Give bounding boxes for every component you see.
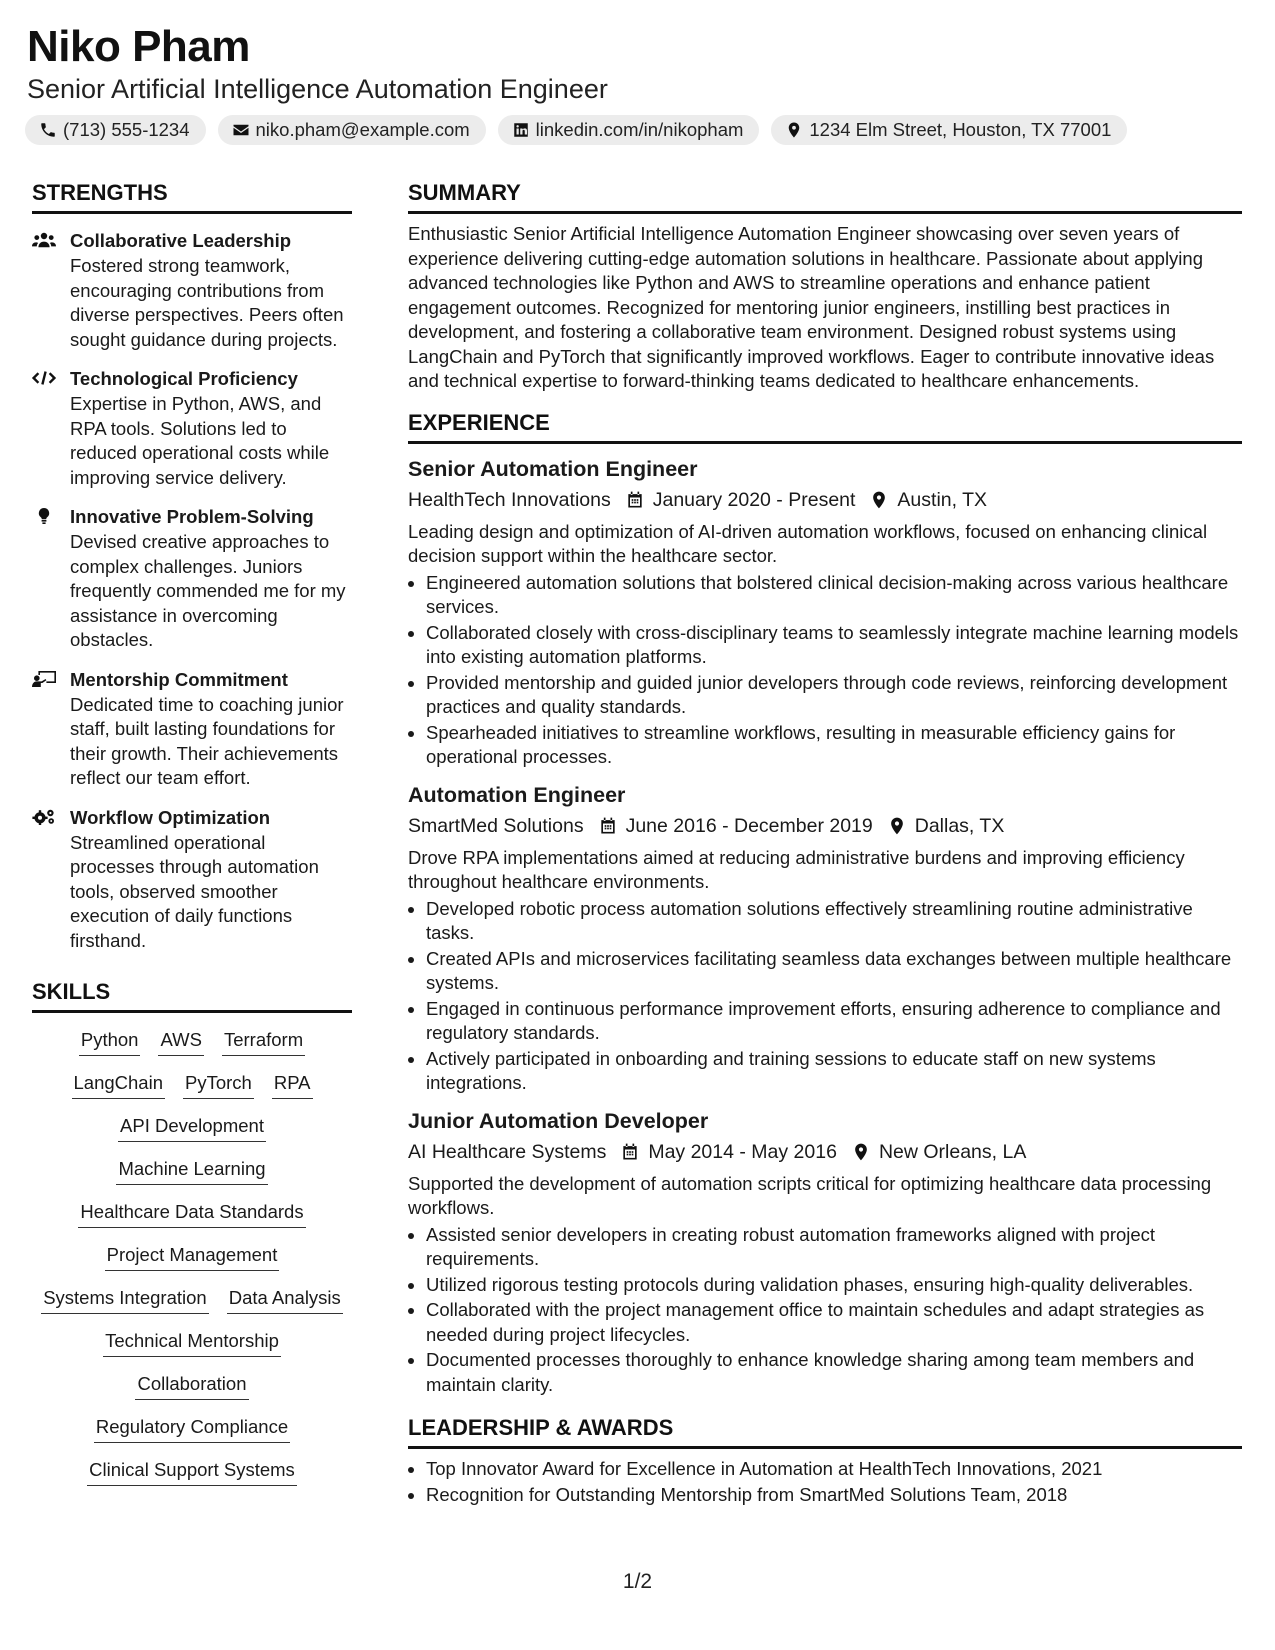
- job-bullet: • Developed robotic process automation solutions effectively streamlining routine administrative tasks.: [426, 897, 1242, 946]
- job-bullets: [408, 571, 1242, 770]
- page-number: 1/2: [622, 1570, 653, 1593]
- job-title: Junior Automation Developer: [408, 1108, 709, 1133]
- award-item: • Recognition for Outstanding Mentorship from SmartMed Solutions Team, 2018: [426, 1483, 1242, 1508]
- lightbulb-icon: [32, 507, 56, 525]
- job-bullets: [408, 897, 1242, 1096]
- map-pin-icon: [869, 490, 889, 510]
- job-description: Supported the development of automation scripts critical for optimizing healthcare data processing workflows.: [408, 1172, 1212, 1218]
- map-pin-icon: [851, 1142, 871, 1162]
- job-bullet: • Engaged in continuous performance improvement efforts, ensuring adherence to compliance and regulatory standards.: [426, 997, 1242, 1046]
- contact-phone: [25, 115, 206, 145]
- skill-row: [32, 1199, 352, 1228]
- job-description: Drove RPA implementations aimed at reducing administrative burdens and improving efficiency throughout healthcare environments.: [408, 846, 1185, 892]
- contact-phone-text: (713) 555-1234: [63, 119, 190, 140]
- job-bullet: • Utilized rigorous testing protocols during validation phases, ensuring high-quality deliverables.: [426, 1273, 1242, 1298]
- skill-tag: RPA: [272, 1070, 313, 1099]
- job-company: HealthTech Innovations: [408, 488, 611, 511]
- job-dates: May 2014 - May 2016: [648, 1140, 837, 1163]
- skill-tag: LangChain: [72, 1070, 166, 1099]
- skill-row: [32, 1070, 352, 1099]
- strength-title: Workflow Optimization: [70, 806, 271, 828]
- job-bullet: • Assisted senior developers in creating robust automation frameworks aligned with project requirements.: [426, 1223, 1242, 1272]
- job-location: Dallas, TX: [914, 814, 1005, 837]
- contact-bar: [25, 115, 1127, 145]
- awards-heading: LEADERSHIP & AWARDS: [408, 1415, 1242, 1449]
- strength-title: Innovative Problem-Solving: [70, 506, 314, 527]
- job-meta: [408, 1138, 1242, 1166]
- contact-linkedin: [498, 115, 760, 145]
- skills-heading: SKILLS: [32, 979, 352, 1013]
- skill-tag: Systems Integration: [41, 1285, 209, 1314]
- contact-email: [218, 115, 486, 145]
- summary-text: Enthusiastic Senior Artificial Intelligence Automation Engineer showcasing over seven years of experience delivering cutting-edge automation solutions in healthcare. Passionate about applying advanced technologies like Python and AWS to streamline operations and enhance patient engagement outcomes. Recognized for mentoring junior engineers, instilling best practices in development, and fostering a collaborative team environment. Designed robust systems using LangChain and PyTorch that significantly improved workflows. Eager to contribute innovative ideas and technical expertise to forward-thinking teams dedicated to healthcare enhancements.: [408, 223, 1215, 391]
- job-title: Automation Engineer: [408, 782, 626, 807]
- skill-tag: Terraform: [222, 1027, 305, 1056]
- job-location: New Orleans, LA: [878, 1140, 1027, 1163]
- skill-row: [32, 1242, 352, 1271]
- strength-item: [32, 366, 352, 490]
- job-dates: January 2020 - Present: [652, 488, 856, 511]
- candidate-title: Senior Artificial Intelligence Automation Engineer: [27, 74, 608, 104]
- job-meta: [408, 486, 1242, 514]
- strength-desc: Devised creative approaches to complex challenges. Juniors frequently commended me for my assistance in overcoming obstacles.: [70, 531, 346, 650]
- skill-tag: Technical Mentorship: [103, 1328, 281, 1357]
- strength-desc: Streamlined operational processes through automation tools, observed smoother execution of daily functions firsthand.: [70, 831, 319, 951]
- skill-row: [32, 1414, 352, 1443]
- calendar-icon: [625, 490, 645, 510]
- strength-item: [32, 805, 352, 954]
- skill-tag: Project Management: [105, 1242, 280, 1271]
- skill-tag: Regulatory Compliance: [94, 1414, 290, 1443]
- skill-tag: PyTorch: [183, 1070, 254, 1099]
- skill-row: [32, 1457, 352, 1486]
- left-column: [32, 180, 352, 1486]
- strength-item: [32, 667, 352, 791]
- job-bullet: • Engineered automation solutions that bolstered clinical decision-making across various healthcare services.: [426, 571, 1242, 620]
- job-description: Leading design and optimization of AI-driven automation workflows, focused on enhancing clinical decision support within the healthcare sector.: [408, 520, 1208, 566]
- job-bullet: • Actively participated in onboarding and training sessions to educate staff on new systems integrations.: [426, 1047, 1242, 1096]
- job-bullet: • Collaborated with the project management office to maintain schedules and adapt strategies as needed during project lifecycles.: [426, 1298, 1242, 1347]
- job-bullet: • Provided mentorship and guided junior developers through code reviews, reinforcing development practices and quality standards.: [426, 671, 1242, 720]
- job-meta: [408, 812, 1242, 840]
- job-company: SmartMed Solutions: [408, 814, 584, 837]
- chalkboard-teacher-icon: [32, 670, 56, 688]
- awards-list: [408, 1457, 1242, 1507]
- strength-item: [32, 504, 352, 653]
- contact-email-text: niko.pham@example.com: [255, 119, 470, 140]
- skill-tag: Data Analysis: [227, 1285, 343, 1314]
- skill-row: [32, 1156, 352, 1185]
- skill-tag: Healthcare Data Standards: [78, 1199, 305, 1228]
- calendar-icon: [620, 1142, 640, 1162]
- job-entry: [408, 780, 1242, 1096]
- contact-address: [771, 115, 1127, 145]
- skill-row: [32, 1371, 352, 1400]
- strength-desc: Dedicated time to coaching junior staff, built lasting foundations for their growth. Their achievements reflect our team effort.: [70, 693, 344, 788]
- job-bullet: • Documented processes thoroughly to enhance knowledge sharing among team members and maintain clarity.: [426, 1348, 1242, 1397]
- job-title: Senior Automation Engineer: [408, 456, 698, 481]
- skill-tag: Python: [79, 1027, 141, 1056]
- skill-row: [32, 1328, 352, 1357]
- job-entry: [408, 1106, 1242, 1398]
- skill-tag: Machine Learning: [116, 1156, 267, 1185]
- skill-tag: AWS: [158, 1027, 203, 1056]
- right-column: [408, 180, 1242, 1508]
- job-bullet: • Spearheaded initiatives to streamline workflows, resulting in measurable efficiency gains for operational processes.: [426, 721, 1242, 770]
- strength-desc: Expertise in Python, AWS, and RPA tools. Solutions led to reduced operational costs while improving service delivery.: [70, 393, 330, 488]
- code-icon: [32, 369, 56, 387]
- phone-icon: [39, 121, 57, 139]
- skill-row: [32, 1027, 352, 1056]
- experience-list: [408, 454, 1242, 1398]
- job-bullets: [408, 1223, 1242, 1398]
- linkedin-icon: [512, 121, 530, 139]
- candidate-name: Niko Pham: [27, 22, 250, 71]
- award-item: • Top Innovator Award for Excellence in Automation at HealthTech Innovations, 2021: [426, 1457, 1242, 1482]
- skill-tag: Clinical Support Systems: [87, 1457, 297, 1486]
- users-icon: [32, 231, 56, 249]
- job-company: AI Healthcare Systems: [408, 1140, 607, 1163]
- skill-row: [32, 1113, 352, 1142]
- skill-tag: Collaboration: [135, 1371, 248, 1400]
- job-bullet: • Collaborated closely with cross-disciplinary teams to seamlessly integrate machine learning models into existing automation platforms.: [426, 621, 1242, 670]
- job-dates: June 2016 - December 2019: [625, 814, 873, 837]
- summary-heading: SUMMARY: [408, 180, 1242, 214]
- job-entry: [408, 454, 1242, 770]
- skill-row: [32, 1285, 352, 1314]
- strength-item: [32, 228, 352, 352]
- strength-title: Collaborative Leadership: [70, 230, 292, 251]
- contact-address-text: 1234 Elm Street, Houston, TX 77001: [809, 119, 1112, 140]
- skill-tag: API Development: [118, 1113, 266, 1142]
- envelope-icon: [232, 121, 250, 139]
- strengths-heading: STRENGTHS: [32, 180, 352, 214]
- strength-title: Technological Proficiency: [70, 368, 298, 389]
- map-pin-icon: [887, 816, 907, 836]
- strength-desc: Fostered strong teamwork, encouraging contributions from diverse perspectives. Peers often sought guidance during projects.: [70, 255, 344, 350]
- strength-title: Mentorship Commitment: [70, 668, 288, 690]
- job-bullet: • Created APIs and microservices facilitating seamless data exchanges between multiple healthcare systems.: [426, 947, 1242, 996]
- map-pin-icon: [785, 121, 803, 139]
- experience-heading: EXPERIENCE: [408, 410, 1242, 444]
- skills-list: [32, 1027, 352, 1486]
- job-location: Austin, TX: [897, 488, 988, 511]
- calendar-icon: [598, 816, 618, 836]
- contact-linkedin-text: linkedin.com/in/nikopham: [535, 119, 744, 140]
- gears-icon: [32, 808, 56, 826]
